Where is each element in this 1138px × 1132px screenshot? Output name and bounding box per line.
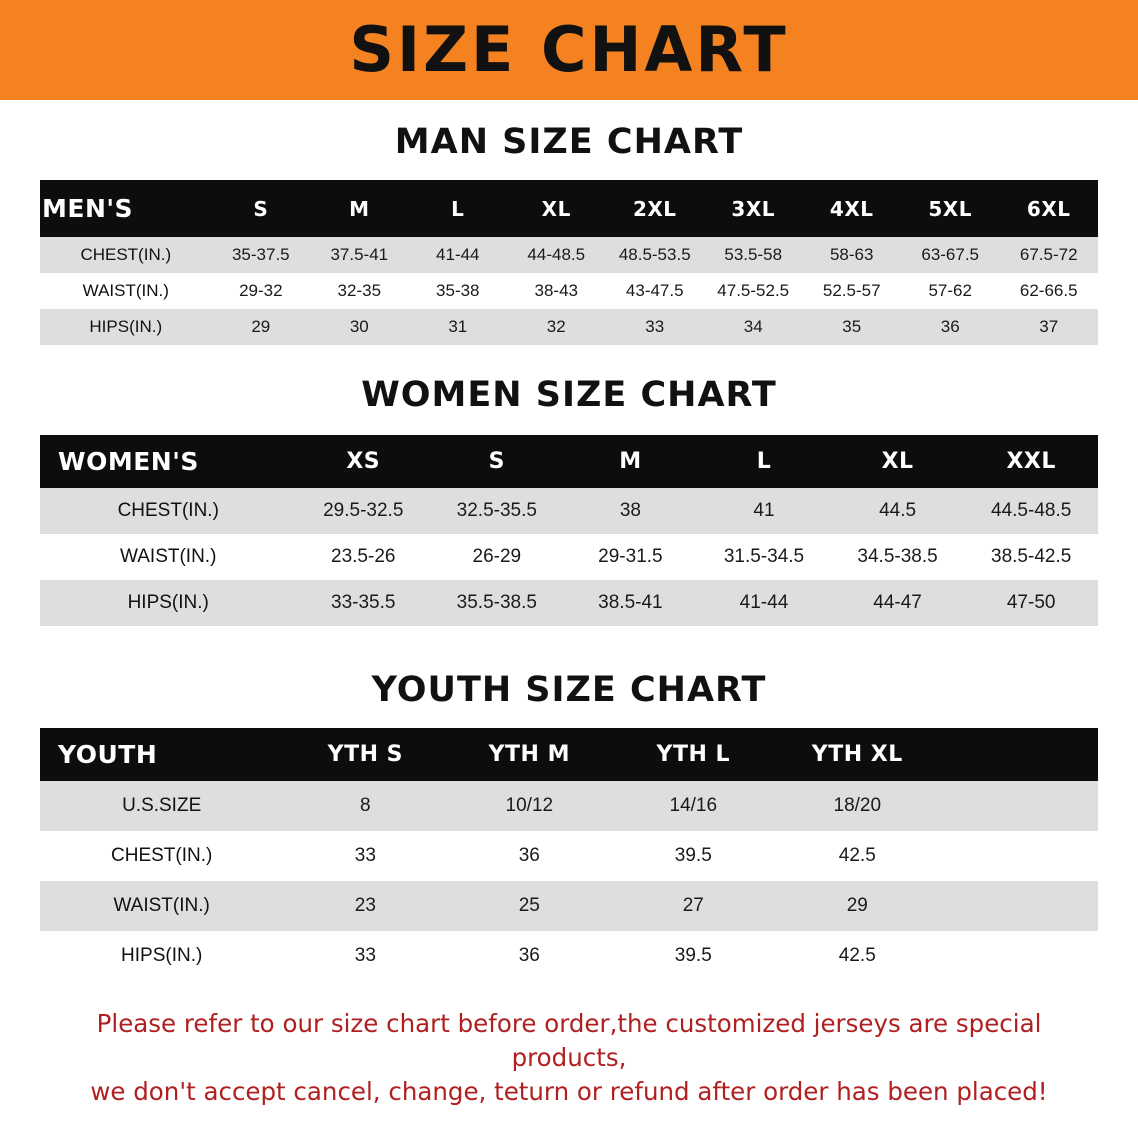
cell: 39.5 (611, 831, 775, 881)
cell: 41-44 (409, 237, 507, 273)
cell: 38-43 (507, 273, 605, 309)
table-row (40, 534, 1098, 580)
cell: 37.5-41 (310, 237, 408, 273)
cell: 67.5-72 (999, 237, 1098, 273)
spacer-man (0, 162, 1138, 180)
cell-empty (939, 781, 1098, 831)
cell: 31 (409, 309, 507, 345)
cell: 38.5-42.5 (964, 534, 1098, 580)
cell: 29-32 (212, 273, 310, 309)
man-table-wrap (40, 180, 1098, 345)
cell: 33 (283, 831, 447, 881)
cell: 44-48.5 (507, 237, 605, 273)
cell: 39.5 (611, 931, 775, 981)
col-header-empty (939, 728, 1098, 781)
table-header-row (40, 435, 1098, 488)
cell: 33 (283, 931, 447, 981)
col-header-yth-m: YTH M (447, 728, 611, 781)
row-label-hips: HIPS(IN.) (40, 580, 296, 626)
cell: 33-35.5 (296, 580, 430, 626)
col-header-xl: XL (507, 180, 605, 237)
cell: 25 (447, 881, 611, 931)
col-header-m: M (564, 435, 698, 488)
cell: 32 (507, 309, 605, 345)
cell: 38.5-41 (564, 580, 698, 626)
spacer-women (0, 415, 1138, 435)
youth-table-wrap (40, 728, 1098, 981)
row-label-chest: CHEST(IN.) (40, 831, 283, 881)
cell: 33 (606, 309, 704, 345)
cell: 23.5-26 (296, 534, 430, 580)
col-header-men: MEN'S (40, 180, 212, 237)
table-row (40, 488, 1098, 534)
col-header-womens: WOMEN'S (40, 435, 296, 488)
cell: 57-62 (901, 273, 999, 309)
table-row (40, 881, 1098, 931)
women-size-table (40, 435, 1098, 626)
row-label-waist: WAIST(IN.) (40, 273, 212, 309)
table-header-row (40, 180, 1098, 237)
table-header-row (40, 728, 1098, 781)
col-header-yth-xl: YTH XL (775, 728, 939, 781)
row-label-chest: CHEST(IN.) (40, 488, 296, 534)
cell: 37 (999, 309, 1098, 345)
note-line-1: Please refer to our size chart before order,the customized jerseys are special products, (96, 1009, 1042, 1072)
cell: 30 (310, 309, 408, 345)
row-label-chest: CHEST(IN.) (40, 237, 212, 273)
cell: 44-47 (831, 580, 965, 626)
cell: 36 (447, 931, 611, 981)
cell-empty (939, 881, 1098, 931)
cell: 31.5-34.5 (697, 534, 831, 580)
cell: 63-67.5 (901, 237, 999, 273)
cell: 34.5-38.5 (831, 534, 965, 580)
banner (0, 0, 1138, 100)
table-row (40, 831, 1098, 881)
col-header-4xl: 4XL (802, 180, 900, 237)
cell: 62-66.5 (999, 273, 1098, 309)
col-header-youth: YOUTH (40, 728, 283, 781)
col-header-s: S (430, 435, 564, 488)
cell: 23 (283, 881, 447, 931)
col-header-m: M (310, 180, 408, 237)
cell: 43-47.5 (606, 273, 704, 309)
row-label-hips: HIPS(IN.) (40, 309, 212, 345)
page-title: SIZE CHART (349, 13, 789, 86)
col-header-3xl: 3XL (704, 180, 802, 237)
cell: 26-29 (430, 534, 564, 580)
table-row (40, 580, 1098, 626)
cell: 44.5-48.5 (964, 488, 1098, 534)
cell: 29 (212, 309, 310, 345)
row-label-us-size: U.S.SIZE (40, 781, 283, 831)
man-size-table (40, 180, 1098, 345)
spacer-youth (0, 710, 1138, 728)
cell: 35-38 (409, 273, 507, 309)
cell: 29.5-32.5 (296, 488, 430, 534)
col-header-6xl: 6XL (999, 180, 1098, 237)
col-header-yth-l: YTH L (611, 728, 775, 781)
cell-empty (939, 831, 1098, 881)
cell: 35 (802, 309, 900, 345)
cell: 35.5-38.5 (430, 580, 564, 626)
youth-section-heading: YOUTH SIZE CHART (371, 670, 767, 710)
cell: 34 (704, 309, 802, 345)
col-header-xxl: XXL (964, 435, 1098, 488)
cell: 38 (564, 488, 698, 534)
cell: 18/20 (775, 781, 939, 831)
col-header-l: L (409, 180, 507, 237)
cell: 44.5 (831, 488, 965, 534)
cell: 36 (901, 309, 999, 345)
cell: 42.5 (775, 931, 939, 981)
cell: 58-63 (802, 237, 900, 273)
col-header-xs: XS (296, 435, 430, 488)
col-header-2xl: 2XL (606, 180, 704, 237)
cell: 42.5 (775, 831, 939, 881)
women-table-wrap (40, 435, 1098, 626)
cell: 8 (283, 781, 447, 831)
women-section-heading: WOMEN SIZE CHART (361, 375, 777, 415)
cell: 35-37.5 (212, 237, 310, 273)
cell: 27 (611, 881, 775, 931)
row-label-waist: WAIST(IN.) (40, 881, 283, 931)
cell: 14/16 (611, 781, 775, 831)
cell: 29 (775, 881, 939, 931)
note-line-2: we don't accept cancel, change, teturn or refund after order has been placed! (90, 1076, 1048, 1106)
table-row (40, 781, 1098, 831)
table-row (40, 309, 1098, 345)
row-label-hips: HIPS(IN.) (40, 931, 283, 981)
cell: 32.5-35.5 (430, 488, 564, 534)
table-row (40, 931, 1098, 981)
cell: 36 (447, 831, 611, 881)
row-label-waist: WAIST(IN.) (40, 534, 296, 580)
cell: 32-35 (310, 273, 408, 309)
cell: 52.5-57 (802, 273, 900, 309)
col-header-5xl: 5XL (901, 180, 999, 237)
cell-empty (939, 931, 1098, 981)
cell: 10/12 (447, 781, 611, 831)
cell: 41-44 (697, 580, 831, 626)
cell: 41 (697, 488, 831, 534)
youth-size-table (40, 728, 1098, 981)
col-header-xl: XL (831, 435, 965, 488)
col-header-s: S (212, 180, 310, 237)
table-row (40, 273, 1098, 309)
col-header-l: L (697, 435, 831, 488)
col-header-yth-s: YTH S (283, 728, 447, 781)
cell: 48.5-53.5 (606, 237, 704, 273)
table-row (40, 237, 1098, 273)
cell: 47-50 (964, 580, 1098, 626)
cell: 47.5-52.5 (704, 273, 802, 309)
man-section-heading: MAN SIZE CHART (394, 122, 744, 162)
cell: 53.5-58 (704, 237, 802, 273)
disclaimer-note (39, 1007, 1099, 1108)
cell: 29-31.5 (564, 534, 698, 580)
